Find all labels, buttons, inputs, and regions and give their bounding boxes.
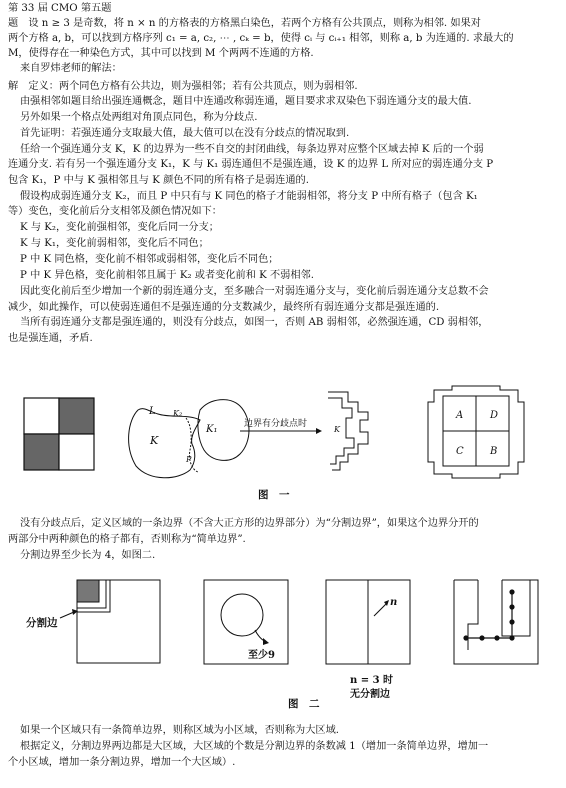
transform-arrow	[240, 417, 322, 434]
abcd-grid-diagram	[428, 386, 524, 478]
split-edge-diagram	[77, 580, 160, 663]
text-line: 如果一个区域只有一条简单边界，则称区域为小区域，否则称为大区域.	[20, 725, 340, 736]
text-line: P 中 K 异色格，变化前相邻且属于 K₂ 或者变化前和 K 不弱相邻.	[20, 270, 314, 281]
text-line: 另外如果一个格点处两组对角顶点同色，称为分歧点.	[20, 112, 258, 123]
text-line: 题 设 n ≥ 3 是奇数，将 n × n 的方格表的方格黑白染色，若两个方格有公共顶点，则称为相邻. 如果对	[8, 18, 481, 29]
n-label: n	[390, 597, 398, 608]
note-n3: n = 3 时	[350, 675, 394, 686]
text-line: 两部分中两种颜色的格子都有，否则称为“简单边界”.	[8, 534, 246, 545]
text-line: K 与 K₂，变化前强相邻，变化后同一分支；	[20, 222, 219, 233]
split-edge-arrow	[60, 609, 78, 618]
n-arrow	[374, 604, 386, 616]
cell-A: A	[456, 410, 464, 421]
circle-label: 至少9	[248, 650, 275, 661]
cell-C: C	[456, 446, 464, 457]
text-line: 根据定义，分割边界两边都是大区域，大区域的个数是分割边界的条数减 1（增加一条简单边界，增加一	[20, 741, 489, 752]
text-line: 解 定义：两个同色方格有公共边，则为强相邻；若有公共顶点，则为弱相邻.	[8, 81, 358, 92]
cell-D: D	[490, 410, 499, 421]
label-P: P	[186, 455, 192, 464]
text-line: 等）变色，变化前后分支相邻及颜色情况如下：	[8, 206, 222, 217]
label-K1: K₁	[206, 424, 218, 435]
text-line: 假设构成弱连通分支 K₂，而且 P 中只有与 K 同色的格子才能弱相邻，将分支 P 中所有格子（包含 K₁	[20, 191, 478, 202]
text-line: 当所有弱连通分支都是强连通的，则没有分歧点，如图一，否则 AB 弱相邻，必然强连通，CD 弱相邻，	[20, 317, 489, 328]
text-line: P 中 K 同色格，变化前不相邻或弱相邻，变化后不同色；	[20, 254, 279, 265]
text-line: 没有分歧点后，定义区域的一条边界（不含大正方形的边界部分）为“分割边界”，如果这个边界分开的	[20, 518, 479, 529]
label-L: L	[149, 406, 156, 417]
text-line: 第 33 届 CMO 第五题	[8, 3, 112, 14]
text-line: 任给一个强连通分支 K，K 的边界为一些不自交的封闭曲线，每条边界对应整个区域去掉 K 后的一个弱	[20, 144, 484, 155]
label-K: K	[150, 434, 159, 447]
text-line: 来自罗炜老师的解法：	[20, 63, 122, 74]
split-edge-label: 分割边	[26, 617, 58, 629]
checkerboard-diagram	[24, 398, 94, 470]
text-line: 两个方格 a, b，可以找到方格序列 c₁ = a, c₂, ⋯ , cₖ = b，使得 cᵢ 与 cᵢ₊₁ 相邻，则称 a, b 为连通的. 求最大的	[8, 33, 514, 44]
label-K2: K₂	[173, 409, 183, 418]
l-shape-diagram	[454, 580, 538, 664]
text-line: 也是强连通，矛盾.	[8, 333, 93, 344]
note-no-split: 无分割边	[350, 689, 390, 700]
text-line: 减少，如此操作，可以使弱连通但不是强连通的分支数减少，最终所有弱连通分支都是强连通的.	[8, 302, 440, 313]
cell-B: B	[490, 446, 498, 457]
figure-two-caption: 图 二	[288, 698, 320, 710]
text-line: 个小区域，增加一条分割边界，增加一个大区域）.	[8, 757, 236, 768]
half-split-diagram	[326, 580, 410, 664]
text-line: 分割边界至少长为 4，如图二.	[20, 550, 156, 561]
text-line: M，使得存在一种染色方式，其中可以找到 M 个两两不连通的方格.	[8, 48, 314, 59]
circle-arrowhead	[263, 638, 269, 645]
text-line: 首先证明：若强连通分支取最大值，最大值可以在没有分歧点的情况取到.	[20, 128, 350, 139]
text-line: 连通分支. 若有另一个强连通分支 K₁，K 与 K₁ 弱连通但不是强连通，设 K 的边界 L 所对应的弱连通分支 P	[8, 159, 494, 170]
arrow-label: 边界有分歧点时	[244, 419, 308, 429]
label-K-small: K	[334, 425, 340, 434]
circle-boundary-diagram	[204, 580, 288, 664]
text-line: 因此变化前后至少增加一个新的弱连通分支，至多融合一对弱连通分支与，变化前后弱连通分支总数不会	[20, 286, 489, 297]
figure-one-caption: 图 一	[258, 489, 290, 501]
text-line: 由强相邻如题目给出强连通概念，题目中连通改称弱连通，题目要求求双染色下弱连通分支的最大值.	[20, 96, 472, 107]
component-blob-diagram	[129, 400, 249, 478]
path-dots	[464, 590, 514, 640]
text-line: 包含 K₁，P 中与 K 强相邻且与 K 颜色不同的所有格子是弱连通的.	[8, 175, 309, 186]
text-line: K 与 K₁，变化前弱相邻，变化后不同色；	[20, 238, 209, 249]
